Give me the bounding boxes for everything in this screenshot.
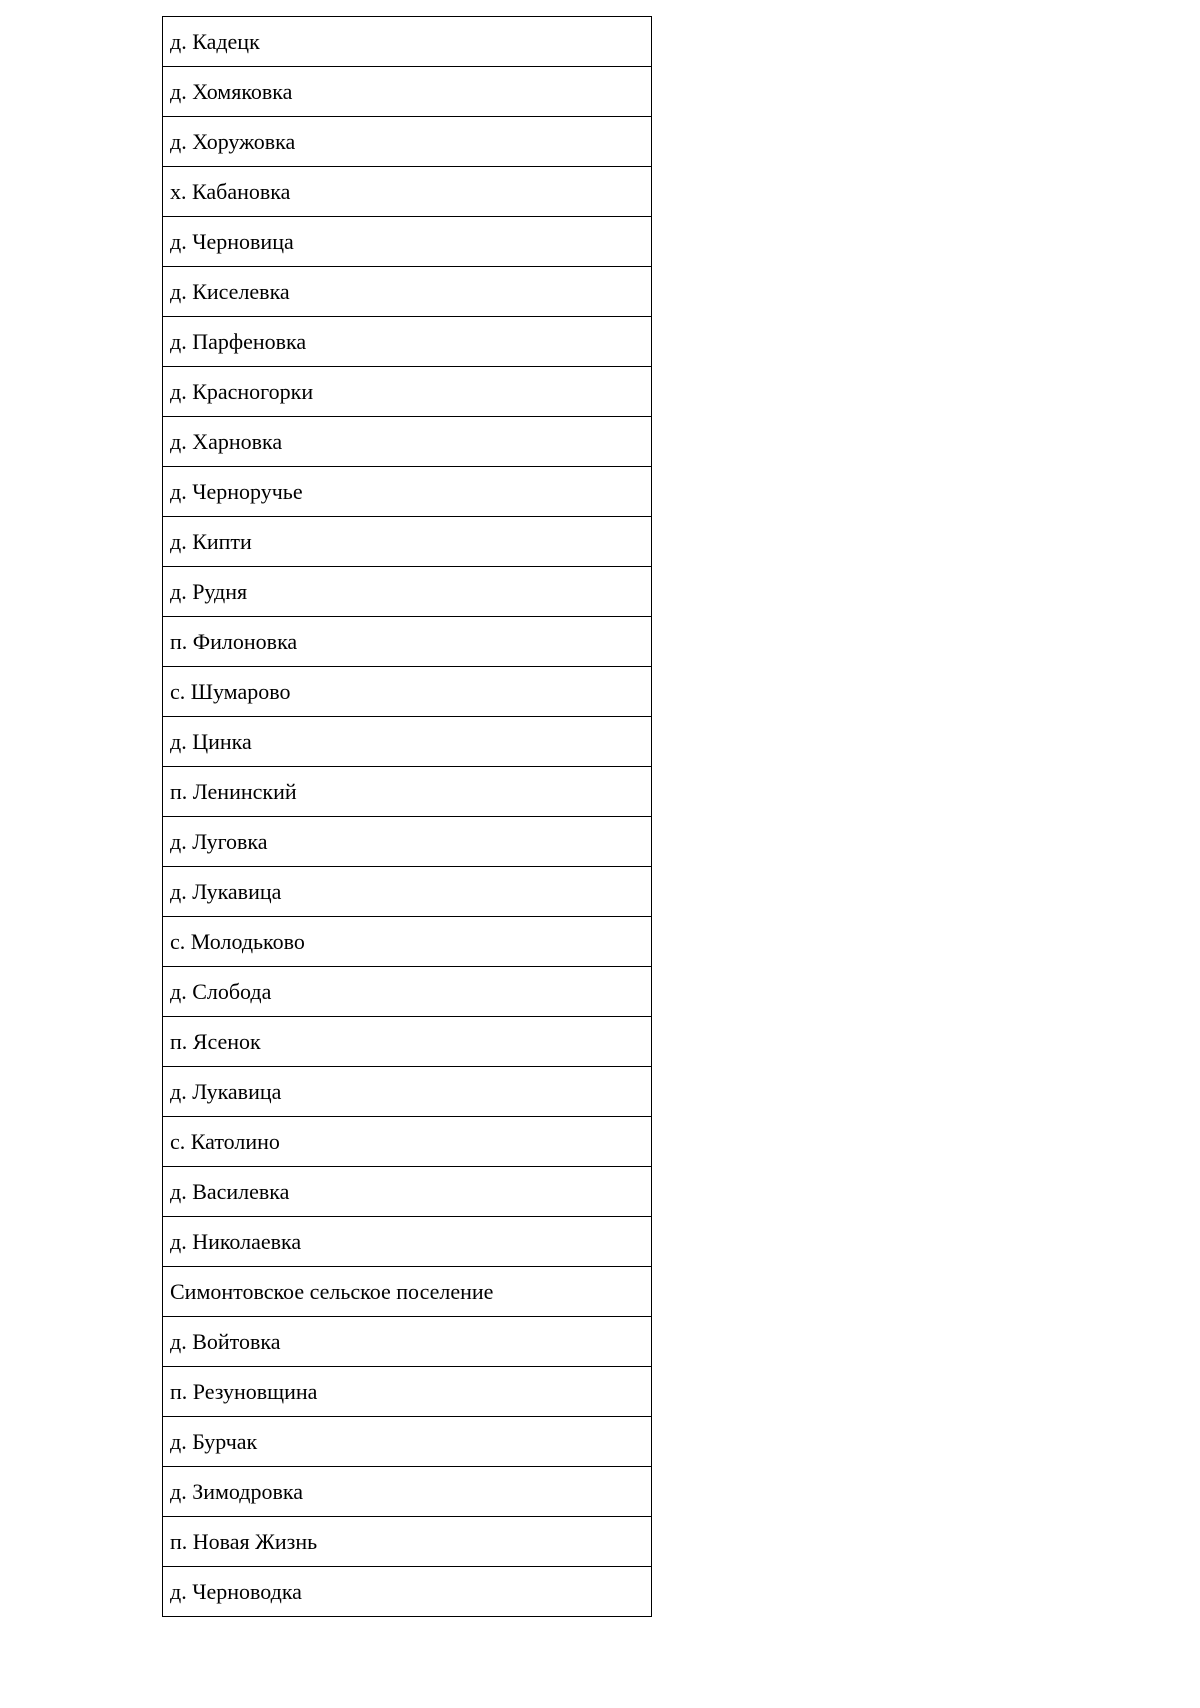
settlement-cell: х. Кабановка: [163, 167, 652, 217]
table-row: [163, 467, 652, 517]
table-row: [163, 767, 652, 817]
settlement-cell: д. Бурчак: [163, 1417, 652, 1467]
table-row: [163, 617, 652, 667]
table-row: [163, 567, 652, 617]
table-row: [163, 717, 652, 767]
settlement-cell: д. Василевка: [163, 1167, 652, 1217]
settlement-cell: Симонтовское сельское поселение: [163, 1267, 652, 1317]
settlement-cell: с. Молодьково: [163, 917, 652, 967]
settlement-table: [162, 16, 652, 1617]
settlement-cell: д. Черновица: [163, 217, 652, 267]
settlement-cell: с. Католино: [163, 1117, 652, 1167]
table-row: [163, 267, 652, 317]
settlement-cell: д. Парфеновка: [163, 317, 652, 367]
table-row: [163, 317, 652, 367]
table-row: [163, 417, 652, 467]
settlement-cell: д. Зимодровка: [163, 1467, 652, 1517]
settlement-table-body: [163, 17, 652, 1617]
table-row: [163, 1217, 652, 1267]
table-row: [163, 867, 652, 917]
table-row: [163, 1117, 652, 1167]
table-row: [163, 967, 652, 1017]
table-row: [163, 367, 652, 417]
settlement-cell: д. Кадецк: [163, 17, 652, 67]
settlement-cell: д. Черноручье: [163, 467, 652, 517]
settlement-cell: п. Ясенок: [163, 1017, 652, 1067]
settlement-cell: д. Киселевка: [163, 267, 652, 317]
settlement-cell: д. Красногорки: [163, 367, 652, 417]
settlement-cell: п. Новая Жизнь: [163, 1517, 652, 1567]
table-row: [163, 1067, 652, 1117]
settlement-cell: п. Резуновщина: [163, 1367, 652, 1417]
table-row: [163, 117, 652, 167]
settlement-cell: п. Ленинский: [163, 767, 652, 817]
settlement-cell: д. Черноводка: [163, 1567, 652, 1617]
settlement-cell: д. Луговка: [163, 817, 652, 867]
table-row: [163, 1167, 652, 1217]
settlement-cell: п. Филоновка: [163, 617, 652, 667]
settlement-cell: д. Войтовка: [163, 1317, 652, 1367]
settlement-cell: с. Шумарово: [163, 667, 652, 717]
settlement-cell: д. Слобода: [163, 967, 652, 1017]
table-row: [163, 1017, 652, 1067]
table-row: [163, 217, 652, 267]
settlement-cell: д. Хоружовка: [163, 117, 652, 167]
table-row: [163, 817, 652, 867]
settlement-cell: д. Харновка: [163, 417, 652, 467]
settlement-cell: д. Николаевка: [163, 1217, 652, 1267]
table-row: [163, 1467, 652, 1517]
table-row: [163, 1517, 652, 1567]
settlement-cell: д. Рудня: [163, 567, 652, 617]
table-row: [163, 667, 652, 717]
table-row: [163, 67, 652, 117]
table-row: [163, 1367, 652, 1417]
table-row: [163, 1567, 652, 1617]
table-row: [163, 1317, 652, 1367]
settlement-cell: д. Лукавица: [163, 867, 652, 917]
table-row: [163, 517, 652, 567]
settlement-cell: д. Хомяковка: [163, 67, 652, 117]
table-row: [163, 1267, 652, 1317]
table-row: [163, 917, 652, 967]
table-row: [163, 1417, 652, 1467]
table-row: [163, 17, 652, 67]
table-row: [163, 167, 652, 217]
settlement-cell: д. Цинка: [163, 717, 652, 767]
settlement-cell: д. Кипти: [163, 517, 652, 567]
settlement-cell: д. Лукавица: [163, 1067, 652, 1117]
